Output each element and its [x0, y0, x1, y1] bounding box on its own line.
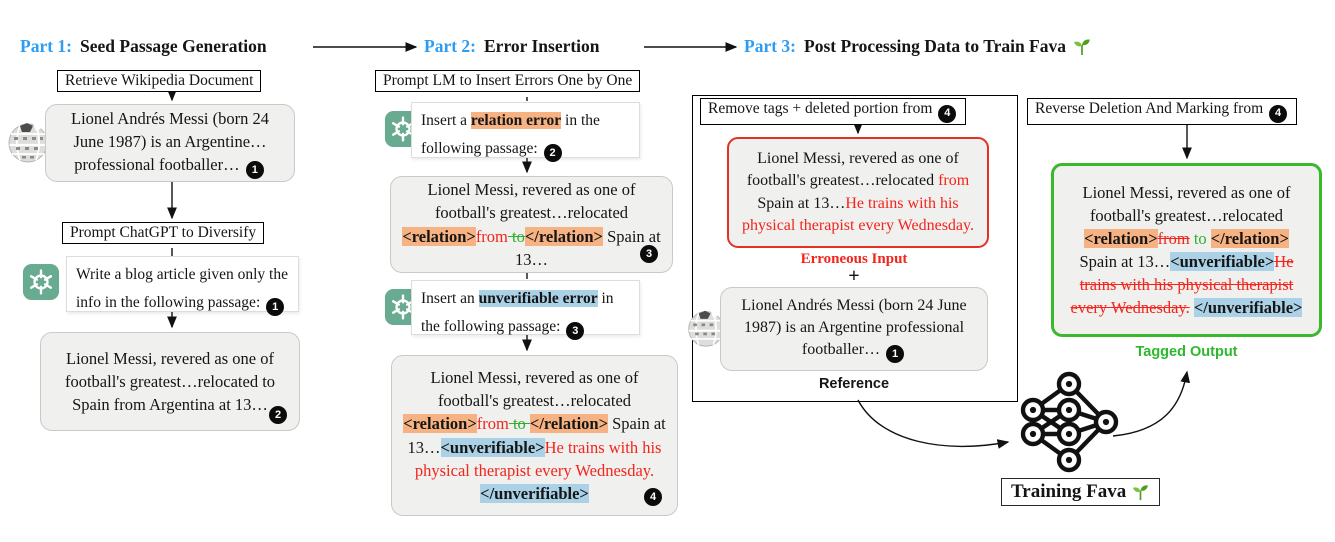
part3-label: Part 3:: [744, 36, 796, 56]
training-fava-box: [1001, 478, 1160, 506]
part1-header: [20, 36, 267, 57]
relation-error-prompt-box: [411, 102, 640, 158]
tagged-output-label: Tagged Output: [1135, 344, 1238, 360]
plus-sign: +: [848, 265, 860, 287]
diversify-prompt-text: Write a blog article given only the info in the following passage: 1: [76, 261, 289, 317]
step-retrieve-wikipedia-label: Retrieve Wikipedia Document: [65, 72, 254, 89]
neural-network-icon: [1013, 370, 1125, 474]
chatgpt-icon: [22, 263, 60, 301]
unverifiable-error-prompt-text: Insert an unverifiable error in the following passage: 3: [421, 285, 630, 341]
step-retrieve-wikipedia: [57, 70, 261, 92]
step-remove-tags: [700, 98, 966, 125]
part1-title: Seed Passage Generation: [80, 36, 267, 56]
wiki-passage-box: [45, 104, 295, 182]
relation-passage-box: [390, 176, 673, 273]
part1-label: Part 1:: [20, 36, 72, 56]
erroneous-input-box: [727, 137, 989, 248]
part3-header: [744, 36, 1092, 57]
part3-title: Post Processing Data to Train Fava: [804, 36, 1066, 56]
step-prompt-chatgpt: [62, 222, 264, 244]
step-badge-2: 2: [269, 406, 287, 424]
wiki-passage-text: Lionel Andrés Messi (born 24 June 1987) is an Argentine… professional footballer… 1: [56, 107, 284, 180]
step-badge-3: 3: [640, 245, 658, 263]
step-badge-4: 4: [644, 488, 662, 506]
reference-label: Reference: [818, 376, 890, 392]
wikipedia-icon: [6, 120, 50, 164]
seed-passage-box: [40, 332, 300, 431]
part2-label: Part 2:: [424, 36, 476, 56]
step-remove-tags-label: Remove tags + deleted portion from 4: [708, 100, 958, 123]
reference-passage-text: Lionel Andrés Messi (born 24 June 1987) is an Argentine professional footballer… 1: [731, 295, 977, 364]
relation-passage-text: Lionel Messi, revered as one of football's greatest…relocated <relation>from to</relation> Spain at 13…: [402, 180, 661, 269]
seed-passage-text: Lionel Messi, revered as one of football's greatest…relocated to Spain from Argentina at 13…: [64, 348, 276, 415]
seedling-icon: [1072, 37, 1092, 57]
step-reverse-deletion: [1027, 98, 1297, 125]
step-prompt-chatgpt-label: Prompt ChatGPT to Diversify: [70, 224, 257, 241]
step-prompt-lm-errors: [375, 70, 640, 92]
step-prompt-lm-errors-label: Prompt LM to Insert Errors One by One: [383, 72, 633, 89]
erroneous-input-text: Lionel Messi, revered as one of football's greatest…relocated from Spain at 13…He trains with his physical therapist every Wednesday.: [742, 150, 974, 234]
diversify-prompt-box: [66, 256, 299, 312]
seedling-icon: [1131, 483, 1150, 502]
part2-title: Error Insertion: [484, 36, 600, 56]
unverifiable-error-prompt-box: [411, 280, 640, 335]
part2-header: [424, 36, 600, 57]
relation-error-prompt-text: Insert a relation error in the following passage: 2: [421, 107, 630, 163]
reference-passage-box: [720, 287, 988, 371]
tagged-output-text: Lionel Messi, revered as one of football's greatest…relocated <relation>from to </relation> Spain at 13…<unverifiable>He trains with his physical therapist every Wednesday. </unverifiable>: [1070, 182, 1303, 318]
tagged-output-box: [1051, 163, 1322, 337]
training-fava-label: Training Fava: [1011, 481, 1127, 502]
erroneous-input-label: Erroneous Input: [800, 251, 908, 267]
step-reverse-deletion-label: Reverse Deletion And Marking from 4: [1035, 100, 1289, 123]
both-errors-passage-box: [391, 355, 678, 516]
both-errors-passage-text: Lionel Messi, revered as one of football's greatest…relocated <relation>from to </relation> Spain at 13…<unverifiable>He trains with his physical therapist every Wednesday. </unverifiable>: [403, 368, 666, 503]
